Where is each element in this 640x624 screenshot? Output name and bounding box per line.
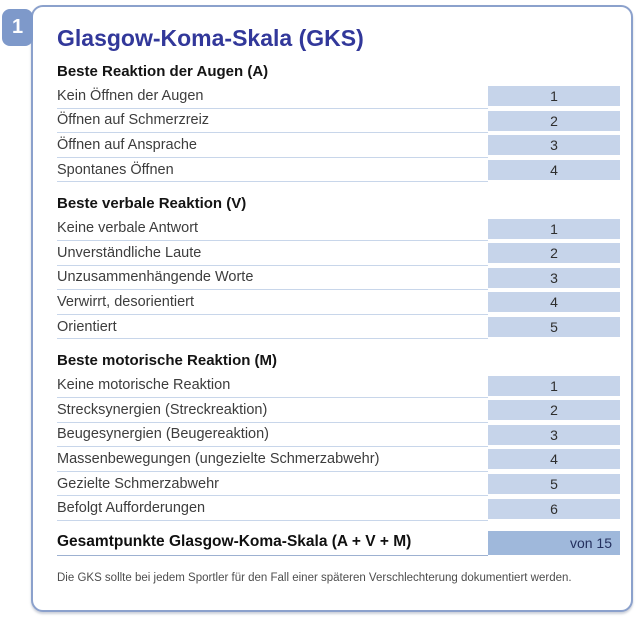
row-label: Massenbewegungen (ungezielte Schmerzabwehr) (57, 447, 488, 472)
row-label: Strecksynergien (Streckreaktion) (57, 398, 488, 423)
row-label: Keine motorische Reaktion (57, 373, 488, 398)
row-label: Befolgt Aufforderungen (57, 496, 488, 521)
table-row (57, 447, 620, 472)
row-label: Gezielte Schmerzabwehr (57, 472, 488, 497)
table-row (57, 216, 620, 241)
row-score: 2 (488, 243, 620, 263)
row-score: 2 (488, 400, 620, 420)
table-row (57, 315, 620, 340)
row-score: 1 (488, 86, 620, 106)
row-score: 3 (488, 135, 620, 155)
table-row (57, 472, 620, 497)
section-header-verbal: Beste verbale Reaktion (V) (57, 195, 247, 213)
table-row (57, 158, 620, 183)
total-row (57, 530, 620, 556)
row-score: 5 (488, 317, 620, 337)
row-score: 3 (488, 425, 620, 445)
table-row (57, 84, 620, 109)
row-score: 2 (488, 111, 620, 131)
page-title: Glasgow-Koma-Skala (GKS) (57, 25, 364, 51)
table-row (57, 133, 620, 158)
card-content (33, 7, 631, 610)
table-row (57, 496, 620, 521)
row-label: Öffnen auf Ansprache (57, 133, 488, 158)
row-label: Öffnen auf Schmerzreiz (57, 109, 488, 134)
section-header-motorisch: Beste motorische Reaktion (M) (57, 352, 278, 370)
row-score: 4 (488, 160, 620, 180)
gks-card (31, 5, 633, 612)
section-header-augen: Beste Reaktion der Augen (A) (57, 63, 269, 80)
row-label: Spontanes Öffnen (57, 158, 488, 183)
table-row (57, 266, 620, 291)
total-label: Gesamtpunkte Glasgow-Koma-Skala (A + V + M) (57, 530, 488, 556)
table-row (57, 109, 620, 134)
row-label: Kein Öffnen der Augen (57, 84, 488, 109)
section-number-badge: 1 (2, 9, 33, 46)
table-row (57, 241, 620, 266)
row-score: 5 (488, 474, 620, 494)
row-score: 4 (488, 449, 620, 469)
row-score: 1 (488, 376, 620, 396)
table-row (57, 398, 620, 423)
row-score: 6 (488, 499, 620, 519)
total-score-field: von 15 (488, 531, 620, 555)
row-score: 3 (488, 268, 620, 288)
row-score: 4 (488, 292, 620, 312)
footnote: Die GKS sollte bei jedem Sportler für den Fall einer späteren Verschlechterung dokumentiert werden. (57, 571, 572, 584)
row-label: Verwirrt, desorientiert (57, 290, 488, 315)
table-row (57, 423, 620, 448)
row-score: 1 (488, 219, 620, 239)
table-row (57, 290, 620, 315)
row-label: Keine verbale Antwort (57, 216, 488, 241)
row-label: Beugesynergien (Beugereaktion) (57, 423, 488, 448)
table-row (57, 373, 620, 398)
row-label: Unzusammenhängende Worte (57, 266, 488, 291)
row-label: Unverständliche Laute (57, 241, 488, 266)
row-label: Orientiert (57, 315, 488, 340)
